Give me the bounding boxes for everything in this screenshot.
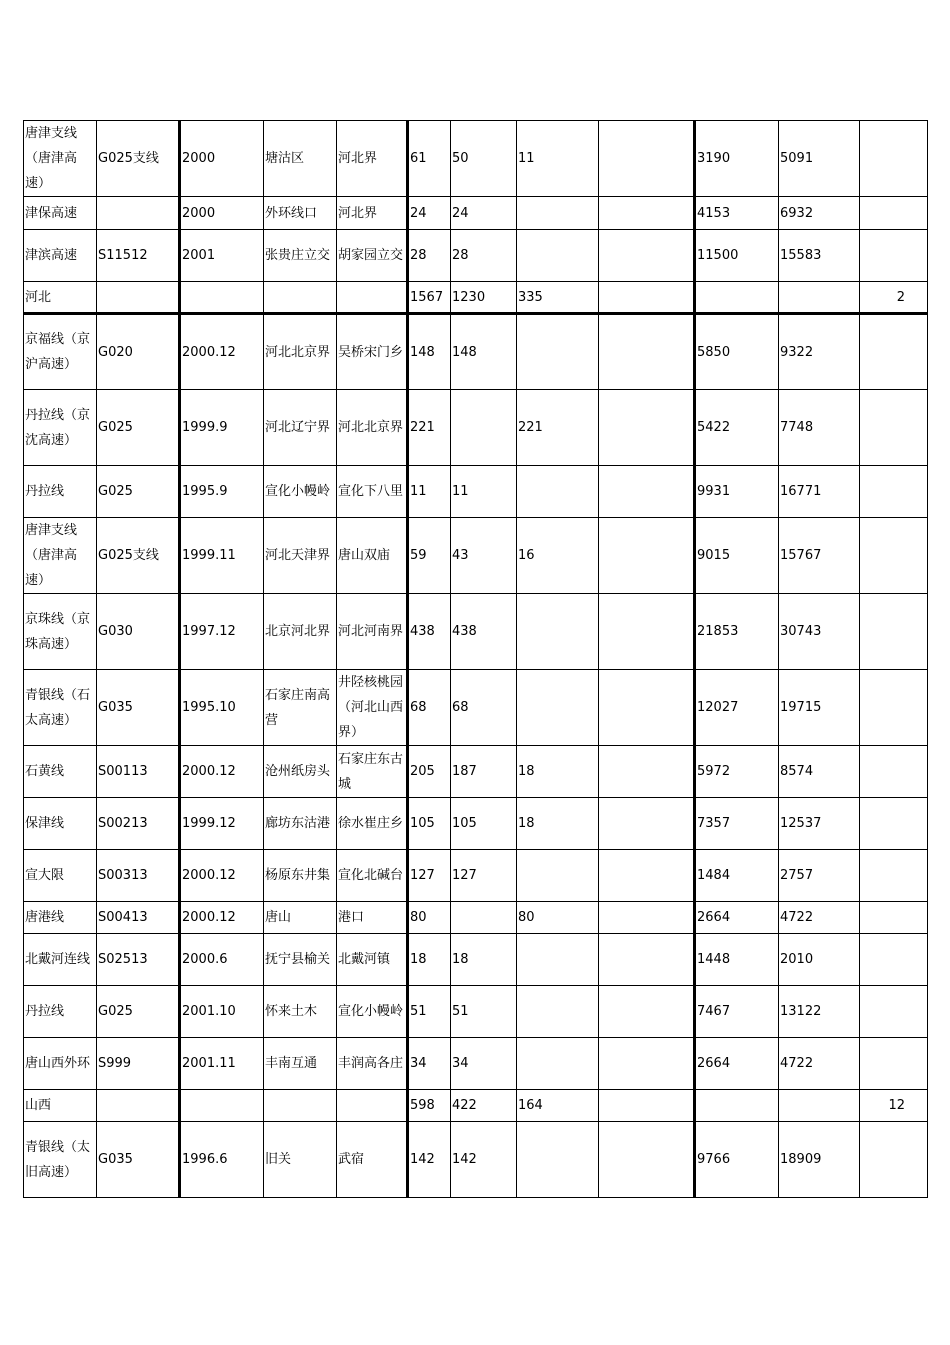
- total-length-cell: 68: [408, 670, 451, 746]
- table-body: [24, 121, 928, 1198]
- extra-cell: [860, 230, 928, 282]
- end-point-cell: 宣化下八里: [337, 466, 408, 518]
- length-a-cell: 438: [451, 594, 517, 670]
- blank-cell: [599, 282, 695, 314]
- blank-cell: [599, 1122, 695, 1198]
- length-b-cell: 80: [517, 902, 599, 934]
- end-point-cell: 河北界: [337, 197, 408, 230]
- route-code-cell: S00413: [97, 902, 180, 934]
- open-date-cell: 2000.12: [180, 850, 264, 902]
- value-b-cell: 4722: [779, 902, 860, 934]
- open-date-cell: 2001.10: [180, 986, 264, 1038]
- route-name-cell: 北戴河连线: [24, 934, 97, 986]
- open-date-cell: [180, 1090, 264, 1122]
- open-date-cell: 2000.12: [180, 314, 264, 390]
- value-a-cell: 5422: [695, 390, 779, 466]
- route-code-cell: S00313: [97, 850, 180, 902]
- start-point-cell: 张贵庄立交: [264, 230, 337, 282]
- route-name-cell: 宣大限: [24, 850, 97, 902]
- route-name-cell: 津滨高速: [24, 230, 97, 282]
- total-length-cell: 24: [408, 197, 451, 230]
- blank-cell: [599, 1090, 695, 1122]
- end-point-cell: 吴桥宋门乡: [337, 314, 408, 390]
- total-length-cell: 51: [408, 986, 451, 1038]
- length-b-cell: [517, 986, 599, 1038]
- value-a-cell: [695, 1090, 779, 1122]
- open-date-cell: 2000.6: [180, 934, 264, 986]
- extra-cell: [860, 1122, 928, 1198]
- route-name-cell: 河北: [24, 282, 97, 314]
- open-date-cell: 2001.11: [180, 1038, 264, 1090]
- length-a-cell: 34: [451, 1038, 517, 1090]
- blank-cell: [599, 230, 695, 282]
- end-point-cell: 北戴河镇: [337, 934, 408, 986]
- route-name-cell: 津保高速: [24, 197, 97, 230]
- length-b-cell: [517, 230, 599, 282]
- extra-cell: [860, 466, 928, 518]
- table-row: [24, 934, 928, 986]
- extra-cell: [860, 121, 928, 197]
- open-date-cell: 1995.9: [180, 466, 264, 518]
- blank-cell: [599, 197, 695, 230]
- length-a-cell: 68: [451, 670, 517, 746]
- value-a-cell: 5850: [695, 314, 779, 390]
- table-row: [24, 986, 928, 1038]
- extra-cell: [860, 934, 928, 986]
- open-date-cell: 1997.12: [180, 594, 264, 670]
- length-b-cell: 16: [517, 518, 599, 594]
- length-b-cell: [517, 197, 599, 230]
- route-code-cell: G025: [97, 466, 180, 518]
- route-code-cell: [97, 282, 180, 314]
- extra-cell: [860, 390, 928, 466]
- blank-cell: [599, 670, 695, 746]
- route-name-cell: 京福线（京沪高速）: [24, 314, 97, 390]
- extra-cell: [860, 314, 928, 390]
- value-b-cell: 13122: [779, 986, 860, 1038]
- value-a-cell: 3190: [695, 121, 779, 197]
- open-date-cell: 1995.10: [180, 670, 264, 746]
- start-point-cell: 旧关: [264, 1122, 337, 1198]
- province-row: [24, 282, 928, 314]
- route-code-cell: G035: [97, 670, 180, 746]
- table-row: [24, 390, 928, 466]
- blank-cell: [599, 746, 695, 798]
- total-length-cell: 34: [408, 1038, 451, 1090]
- total-length-cell: 105: [408, 798, 451, 850]
- start-point-cell: 河北辽宁界: [264, 390, 337, 466]
- value-a-cell: 7467: [695, 986, 779, 1038]
- route-name-cell: 石黄线: [24, 746, 97, 798]
- start-point-cell: 廊坊东沽港: [264, 798, 337, 850]
- length-a-cell: [451, 390, 517, 466]
- route-name-cell: 丹拉线（京沈高速）: [24, 390, 97, 466]
- route-name-cell: 丹拉线: [24, 466, 97, 518]
- value-a-cell: 2664: [695, 902, 779, 934]
- value-a-cell: 9015: [695, 518, 779, 594]
- length-b-cell: [517, 1038, 599, 1090]
- table-row: [24, 121, 928, 197]
- end-point-cell: 徐水崔庄乡: [337, 798, 408, 850]
- extra-cell: 12: [860, 1090, 928, 1122]
- blank-cell: [599, 798, 695, 850]
- start-point-cell: 北京河北界: [264, 594, 337, 670]
- start-point-cell: 抚宁县榆关: [264, 934, 337, 986]
- value-b-cell: 12537: [779, 798, 860, 850]
- total-length-cell: 80: [408, 902, 451, 934]
- route-code-cell: G025支线: [97, 518, 180, 594]
- table-row: [24, 850, 928, 902]
- table-row: [24, 798, 928, 850]
- route-name-cell: 唐津支线（唐津高速）: [24, 518, 97, 594]
- length-a-cell: 24: [451, 197, 517, 230]
- end-point-cell: 唐山双庙: [337, 518, 408, 594]
- end-point-cell: 河北河南界: [337, 594, 408, 670]
- length-a-cell: 43: [451, 518, 517, 594]
- value-b-cell: 4722: [779, 1038, 860, 1090]
- route-code-cell: G025: [97, 390, 180, 466]
- value-b-cell: 15767: [779, 518, 860, 594]
- total-length-cell: 127: [408, 850, 451, 902]
- end-point-cell: 宣化小幔岭: [337, 986, 408, 1038]
- table-row: [24, 746, 928, 798]
- start-point-cell: 宣化小幔岭: [264, 466, 337, 518]
- value-a-cell: 7357: [695, 798, 779, 850]
- value-b-cell: 5091: [779, 121, 860, 197]
- start-point-cell: 塘沽区: [264, 121, 337, 197]
- table-row: [24, 594, 928, 670]
- length-a-cell: 18: [451, 934, 517, 986]
- route-code-cell: S00213: [97, 798, 180, 850]
- table-row: [24, 314, 928, 390]
- route-code-cell: S11512: [97, 230, 180, 282]
- total-length-cell: 205: [408, 746, 451, 798]
- route-code-cell: S00113: [97, 746, 180, 798]
- extra-cell: [860, 670, 928, 746]
- length-b-cell: [517, 670, 599, 746]
- value-b-cell: 7748: [779, 390, 860, 466]
- value-b-cell: 30743: [779, 594, 860, 670]
- extra-cell: [860, 902, 928, 934]
- blank-cell: [599, 466, 695, 518]
- length-a-cell: 142: [451, 1122, 517, 1198]
- length-b-cell: 11: [517, 121, 599, 197]
- value-a-cell: 12027: [695, 670, 779, 746]
- value-a-cell: 9766: [695, 1122, 779, 1198]
- end-point-cell: 井陉核桃园（河北山西界）: [337, 670, 408, 746]
- length-b-cell: [517, 314, 599, 390]
- blank-cell: [599, 518, 695, 594]
- open-date-cell: 2000.12: [180, 746, 264, 798]
- blank-cell: [599, 121, 695, 197]
- start-point-cell: 外环线口: [264, 197, 337, 230]
- value-b-cell: 6932: [779, 197, 860, 230]
- value-a-cell: 1448: [695, 934, 779, 986]
- table-row: [24, 518, 928, 594]
- value-a-cell: 9931: [695, 466, 779, 518]
- start-point-cell: 唐山: [264, 902, 337, 934]
- value-b-cell: 18909: [779, 1122, 860, 1198]
- blank-cell: [599, 1038, 695, 1090]
- length-a-cell: 50: [451, 121, 517, 197]
- route-name-cell: 青银线（石太高速）: [24, 670, 97, 746]
- length-a-cell: 51: [451, 986, 517, 1038]
- route-name-cell: 唐津支线（唐津高速）: [24, 121, 97, 197]
- route-name-cell: 唐港线: [24, 902, 97, 934]
- end-point-cell: 河北界: [337, 121, 408, 197]
- open-date-cell: 2000.12: [180, 902, 264, 934]
- route-code-cell: G025支线: [97, 121, 180, 197]
- value-a-cell: 5972: [695, 746, 779, 798]
- extra-cell: [860, 798, 928, 850]
- end-point-cell: 宣化北碱台: [337, 850, 408, 902]
- length-a-cell: 105: [451, 798, 517, 850]
- value-a-cell: 21853: [695, 594, 779, 670]
- total-length-cell: 28: [408, 230, 451, 282]
- route-code-cell: G025: [97, 986, 180, 1038]
- length-a-cell: 28: [451, 230, 517, 282]
- end-point-cell: 武宿: [337, 1122, 408, 1198]
- route-name-cell: 京珠线（京珠高速）: [24, 594, 97, 670]
- table-row: [24, 230, 928, 282]
- start-point-cell: 丰南互通: [264, 1038, 337, 1090]
- length-b-cell: [517, 934, 599, 986]
- open-date-cell: 2001: [180, 230, 264, 282]
- value-b-cell: 8574: [779, 746, 860, 798]
- length-b-cell: 18: [517, 798, 599, 850]
- end-point-cell: [337, 1090, 408, 1122]
- blank-cell: [599, 390, 695, 466]
- length-a-cell: 11: [451, 466, 517, 518]
- start-point-cell: 沧州纸房头: [264, 746, 337, 798]
- total-length-cell: 11: [408, 466, 451, 518]
- end-point-cell: 丰润高各庄: [337, 1038, 408, 1090]
- length-a-cell: 422: [451, 1090, 517, 1122]
- length-a-cell: 127: [451, 850, 517, 902]
- value-b-cell: [779, 282, 860, 314]
- route-code-cell: G035: [97, 1122, 180, 1198]
- start-point-cell: 河北天津界: [264, 518, 337, 594]
- value-b-cell: 16771: [779, 466, 860, 518]
- length-b-cell: 18: [517, 746, 599, 798]
- end-point-cell: 港口: [337, 902, 408, 934]
- length-b-cell: [517, 466, 599, 518]
- end-point-cell: [337, 282, 408, 314]
- route-name-cell: 唐山西外环: [24, 1038, 97, 1090]
- table-row: [24, 1122, 928, 1198]
- blank-cell: [599, 594, 695, 670]
- route-code-cell: G020: [97, 314, 180, 390]
- value-a-cell: 1484: [695, 850, 779, 902]
- start-point-cell: 石家庄南高营: [264, 670, 337, 746]
- table-row: [24, 197, 928, 230]
- value-a-cell: [695, 282, 779, 314]
- table-row: [24, 902, 928, 934]
- route-name-cell: 丹拉线: [24, 986, 97, 1038]
- start-point-cell: [264, 1090, 337, 1122]
- length-b-cell: [517, 850, 599, 902]
- length-b-cell: 164: [517, 1090, 599, 1122]
- route-code-cell: [97, 197, 180, 230]
- extra-cell: [860, 594, 928, 670]
- end-point-cell: 河北北京界: [337, 390, 408, 466]
- value-b-cell: 2757: [779, 850, 860, 902]
- end-point-cell: 石家庄东古城: [337, 746, 408, 798]
- extra-cell: 2: [860, 282, 928, 314]
- route-name-cell: 山西: [24, 1090, 97, 1122]
- end-point-cell: 胡家园立交: [337, 230, 408, 282]
- blank-cell: [599, 934, 695, 986]
- value-b-cell: [779, 1090, 860, 1122]
- route-name-cell: 青银线（太旧高速）: [24, 1122, 97, 1198]
- open-date-cell: 1999.9: [180, 390, 264, 466]
- table-row: [24, 1038, 928, 1090]
- open-date-cell: 2000: [180, 197, 264, 230]
- extra-cell: [860, 518, 928, 594]
- value-b-cell: 9322: [779, 314, 860, 390]
- total-length-cell: 598: [408, 1090, 451, 1122]
- value-b-cell: 15583: [779, 230, 860, 282]
- route-code-cell: S02513: [97, 934, 180, 986]
- route-code-cell: G030: [97, 594, 180, 670]
- total-length-cell: 142: [408, 1122, 451, 1198]
- open-date-cell: 1999.12: [180, 798, 264, 850]
- open-date-cell: 1999.11: [180, 518, 264, 594]
- open-date-cell: 2000: [180, 121, 264, 197]
- province-row: [24, 1090, 928, 1122]
- blank-cell: [599, 986, 695, 1038]
- extra-cell: [860, 197, 928, 230]
- blank-cell: [599, 850, 695, 902]
- total-length-cell: 59: [408, 518, 451, 594]
- length-a-cell: [451, 902, 517, 934]
- route-code-cell: S999: [97, 1038, 180, 1090]
- length-b-cell: 221: [517, 390, 599, 466]
- expressway-data-table: [23, 120, 928, 1198]
- start-point-cell: 杨原东井集: [264, 850, 337, 902]
- value-b-cell: 19715: [779, 670, 860, 746]
- route-name-cell: 保津线: [24, 798, 97, 850]
- start-point-cell: 河北北京界: [264, 314, 337, 390]
- table-row: [24, 466, 928, 518]
- route-code-cell: [97, 1090, 180, 1122]
- length-a-cell: 148: [451, 314, 517, 390]
- open-date-cell: 1996.6: [180, 1122, 264, 1198]
- start-point-cell: [264, 282, 337, 314]
- value-a-cell: 11500: [695, 230, 779, 282]
- blank-cell: [599, 314, 695, 390]
- extra-cell: [860, 1038, 928, 1090]
- length-b-cell: 335: [517, 282, 599, 314]
- total-length-cell: 18: [408, 934, 451, 986]
- total-length-cell: 1567: [408, 282, 451, 314]
- extra-cell: [860, 746, 928, 798]
- length-a-cell: 187: [451, 746, 517, 798]
- value-a-cell: 2664: [695, 1038, 779, 1090]
- total-length-cell: 61: [408, 121, 451, 197]
- blank-cell: [599, 902, 695, 934]
- length-a-cell: 1230: [451, 282, 517, 314]
- table-row: [24, 670, 928, 746]
- length-b-cell: [517, 1122, 599, 1198]
- value-b-cell: 2010: [779, 934, 860, 986]
- total-length-cell: 221: [408, 390, 451, 466]
- total-length-cell: 438: [408, 594, 451, 670]
- start-point-cell: 怀来土木: [264, 986, 337, 1038]
- extra-cell: [860, 850, 928, 902]
- value-a-cell: 4153: [695, 197, 779, 230]
- length-b-cell: [517, 594, 599, 670]
- extra-cell: [860, 986, 928, 1038]
- open-date-cell: [180, 282, 264, 314]
- total-length-cell: 148: [408, 314, 451, 390]
